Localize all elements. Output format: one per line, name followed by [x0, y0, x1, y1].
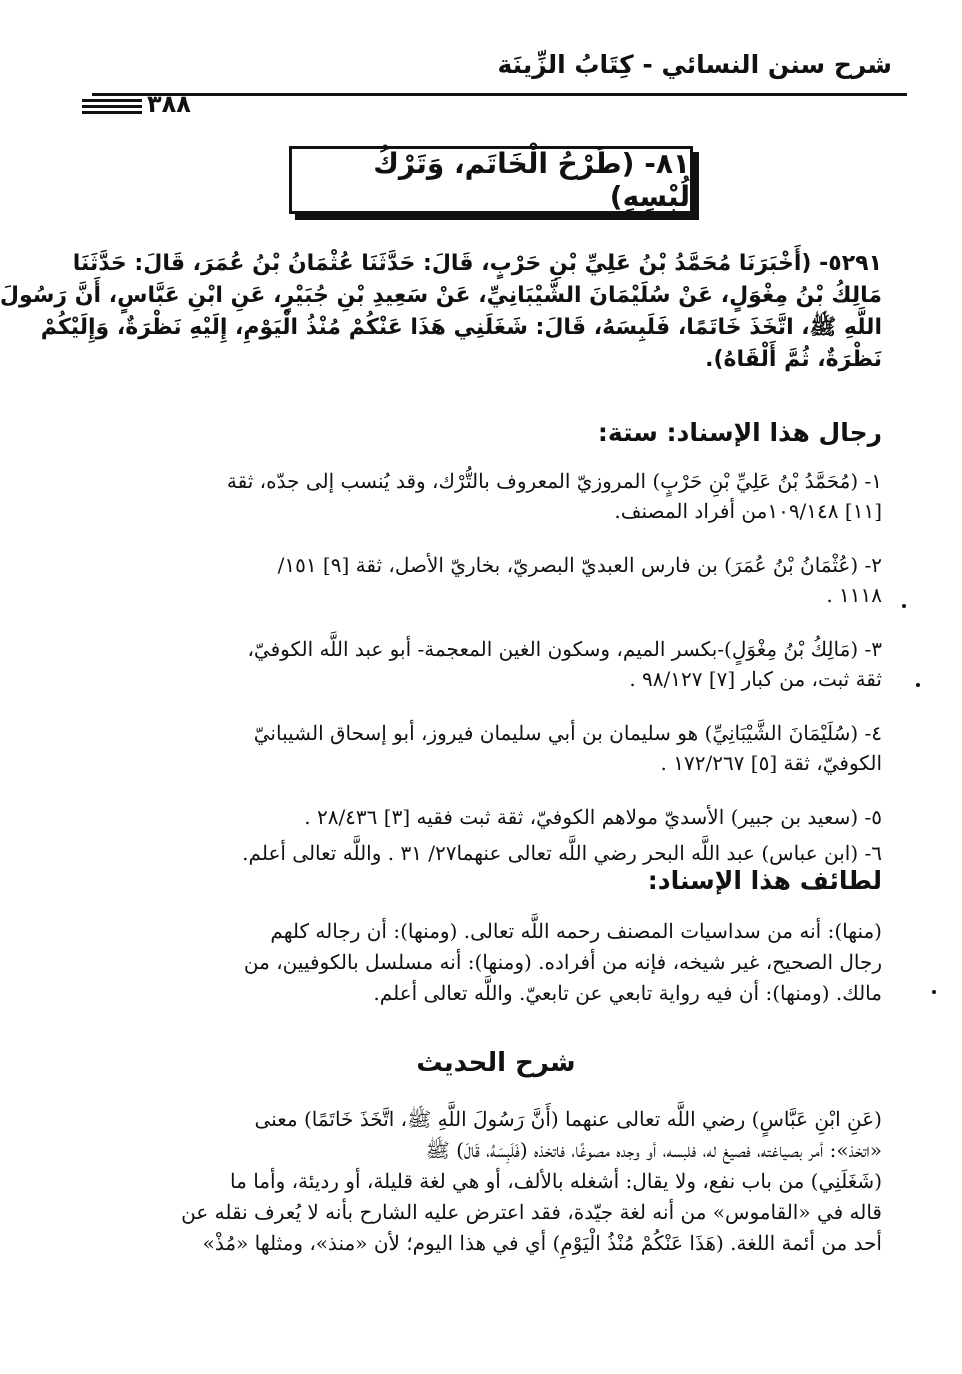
print-speck — [932, 990, 936, 994]
narrator-line: الكوفيّ، ثقة [٥] ١٧٢/٢٦٧ . — [660, 751, 882, 775]
hadith-line: اللَّهِ ﷺ، اتَّخَذَ خَاتَمًا، فَلَبِسَهُ، قَالَ: شَغَلَنِي هَذَا عَنْكُمْ مُنْذُ الْيَوْمِ، إِلَيْهِ نَظْرَةٌ، وَإِلَيْكُمْ — [40, 315, 882, 340]
narrator-line: ١١١٨ . — [826, 583, 882, 607]
sharh-heading: شرح الحديث — [416, 1048, 576, 1078]
narrator-item — [106, 718, 882, 778]
narrator-line: [١١] ١٠٩/١٤٨من أفراد المصنف. — [614, 499, 882, 523]
hadith-line: مَالِكُ بْنُ مِغْوَلٍ، عَنْ سُلَيْمَانَ الشَّيْبَانِيِّ، عَنْ سَعِيدِ بْنِ جُبَيْرٍ، عَنِ ابْنِ عَبَّاسٍ، أَنَّ رَسُولَ — [0, 283, 882, 308]
lataif-heading: لطائف هذا الإسناد: — [647, 866, 882, 895]
page-number-rule-middle — [82, 105, 142, 108]
print-speck — [916, 683, 920, 687]
running-title: شرح سنن النسائي - كِتَابُ الزِّينَة — [497, 50, 892, 79]
narrators-heading: رجال هذا الإسناد: ستة: — [597, 418, 882, 447]
hadith-line: ٥٢٩١- (أَخْبَرَنَا مُحَمَّدُ بْنُ عَلِيِّ بْنِ حَرْبٍ، قَالَ: حَدَّثَنَا عُثْمَانُ بْنُ عُمَرَ، قَالَ: حَدَّثَنَا — [72, 251, 882, 276]
sharh-line: (شَغَلَنِي) من باب نفع، ولا يقال: أشغله بالألف، أو هي لغة قليلة، أو رديئة، وأما ما — [230, 1169, 882, 1193]
sharh-line: أحد من أئمة اللغة. (هَذَا عَنْكُمْ مُنْذُ الْيَوْمِ) أي في هذا اليوم؛ لأن «منذ»، ومثلها «مُذْ» — [202, 1231, 882, 1255]
hadith-text — [0, 248, 882, 376]
chapter-title-box — [289, 146, 693, 214]
narrator-line: ٦- (ابن عباس) عبد اللَّه البحر رضي اللَّه تعالى عنهما٢٧/ ٣١ . واللَّه تعالى أعلم. — [242, 841, 882, 865]
page-number: ٣٨٨ — [147, 90, 191, 118]
sharh-line: «اتخذ»: أمر بصياغته، فصيغ له، فلبسه، أو وجده مصوغًا، فاتخذه (فَلَبِسَهُ، قَالَ) ﷺ — [425, 1138, 882, 1162]
sharh-text — [106, 1104, 882, 1259]
narrator-item — [106, 550, 882, 610]
narrator-line: ثقة ثبت، من كبار [٧] ٩٨/١٢٧ . — [629, 667, 882, 691]
page-number-rule-bottom — [82, 111, 142, 114]
narrator-item — [106, 838, 882, 868]
header-rule — [92, 93, 907, 96]
narrator-item — [106, 634, 882, 694]
narrator-line: ٥- (سعيد بن جبير) الأسديّ مولاهم الكوفيّ، ثقة ثبت فقيه [٣] ٢٨/٤٣٦ . — [304, 805, 882, 829]
narrator-line: ٢- (عُثْمَانُ بْنُ عُمَرَ) بن فارس العبديّ البصريّ، بخاريّ الأصل، ثقة [٩] ١٥١/ — [277, 553, 882, 577]
sharh-line: (عَنِ ابْنِ عَبَّاسٍ) رضي اللَّه تعالى عنهما (أَنَّ رَسُولَ اللَّهِ ﷺ، اتَّخَذَ خَاتَمًا) معنى — [254, 1107, 882, 1131]
narrator-item — [106, 802, 882, 832]
narrator-line: ٣- (مَالِكُ بْنُ مِغْوَلٍ)-بكسر الميم، وسكون الغين المعجمة- أبو عبد اللَّه الكوفيّ، — [247, 637, 882, 661]
lataif-line: مالك. (ومنها): أن فيه رواية تابعي عن تابعيّ. واللَّه تعالى أعلم. — [373, 981, 882, 1005]
hadith-line: نَظْرَةٌ، ثُمَّ أَلْقَاهُ). — [705, 347, 882, 372]
sharh-line: قاله في «القاموس» من أنه لغة جيّدة، فقد اعترض عليه الشارح بأنه لا يُعرف نقله عن — [181, 1200, 882, 1224]
narrator-line: ٤- (سُلَيْمَانَ الشَّيْبَانِيِّ) هو سليمان بن أبي سليمان فيروز، أبو إسحاق الشيبانيّ — [253, 721, 882, 745]
lataif-line: رجال الصحيح، غير شيخه، فإنه من أفراده. (ومنها): أنه مسلسل بالكوفيين، من — [243, 950, 882, 974]
narrators-list — [106, 466, 882, 892]
lataif-text — [106, 916, 882, 1009]
narrator-line: ١- (مُحَمَّدُ بْنُ عَلِيِّ بْنِ حَرْبٍ) المروزيّ المعروف بالتُّرْك، وقد يُنسب إلى جدّه، ثقة — [226, 469, 882, 493]
narrator-item — [106, 466, 882, 526]
print-speck — [902, 604, 906, 608]
lataif-line: (منها): أنه من سداسيات المصنف رحمه اللَّه تعالى. (ومنها): أن رجاله كلهم — [270, 919, 882, 943]
page-number-rule-top — [82, 99, 142, 102]
chapter-title: ٨١- (طَرْحُ الْخَاتَم، وَتَرْكُ لُبْسِهِ) — [373, 147, 690, 213]
